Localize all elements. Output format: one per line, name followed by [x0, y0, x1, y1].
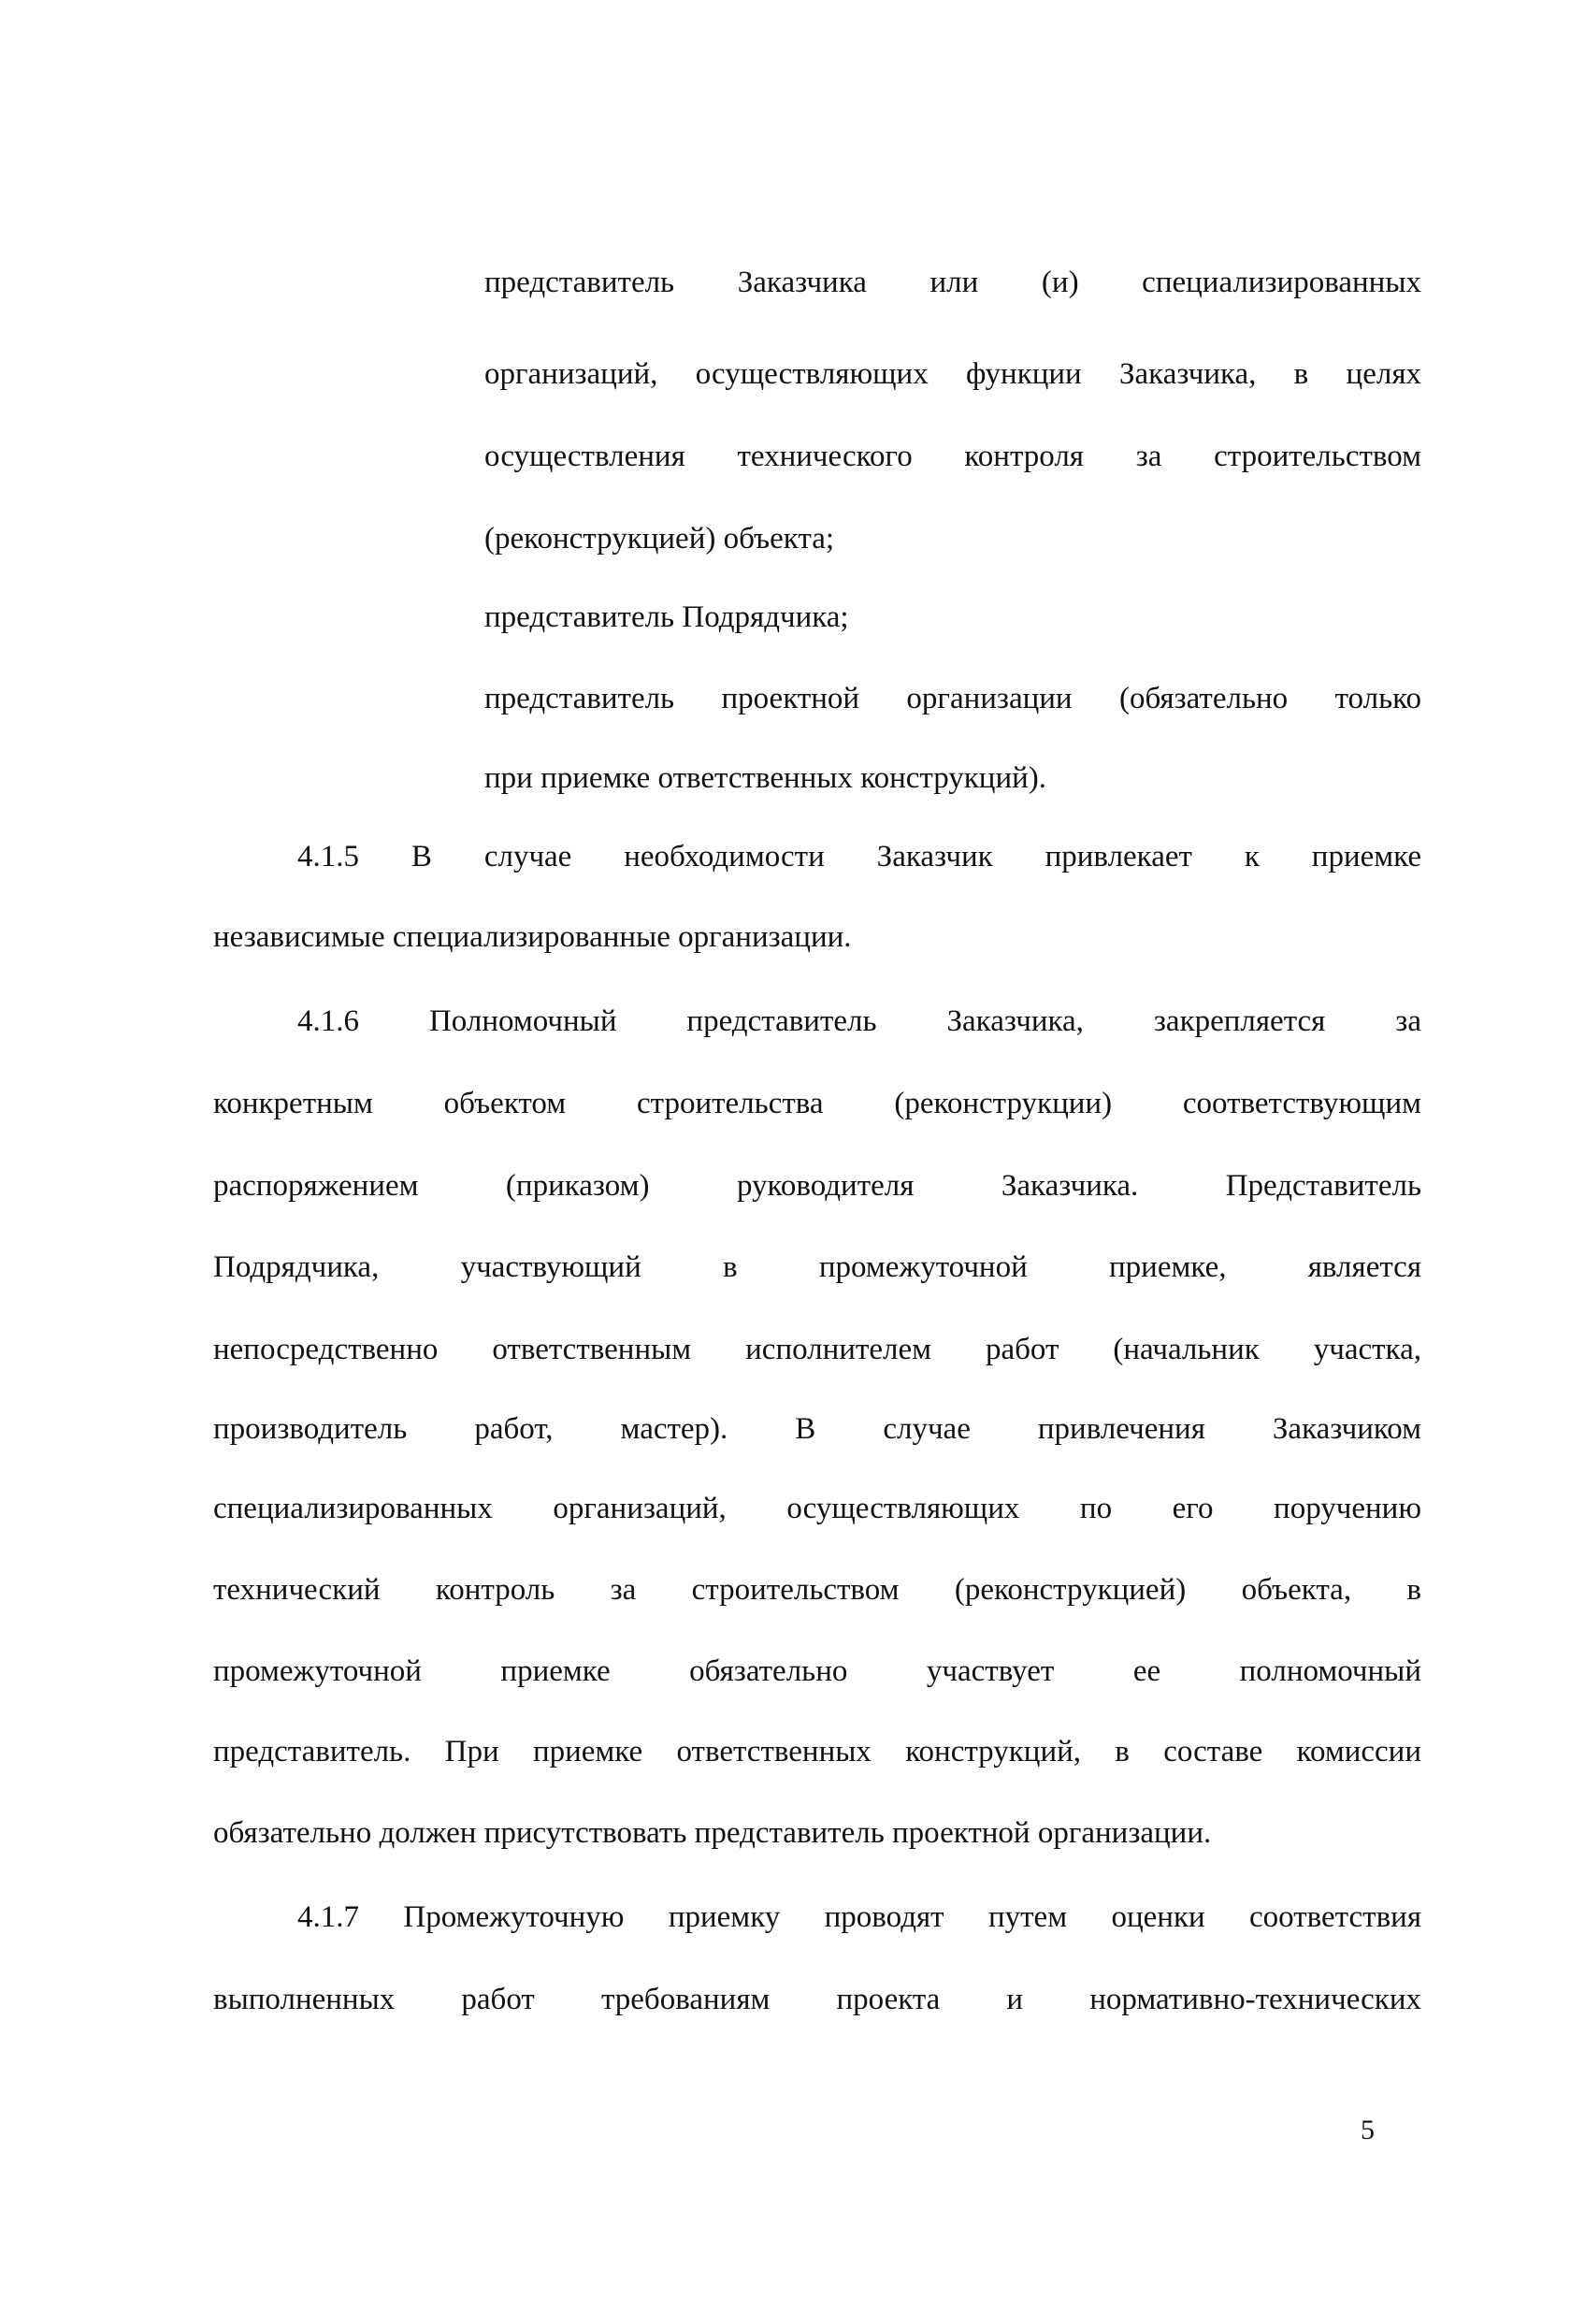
text-line: при приемке ответственных конструкций). — [484, 761, 1047, 795]
paragraph-4-1-5-line: независимые специализированные организации. — [213, 920, 852, 954]
paragraph-4-1-7-line: 4.1.7 Промежуточную приемку проводят путем оценки соответствия — [297, 1900, 1421, 1934]
text-line: (реконструкцией) объекта; — [484, 522, 835, 556]
paragraph-4-1-6-line: распоряжением (приказом) руководителя Заказчика. Представитель — [213, 1169, 1421, 1203]
text-line: осуществления технического контроля за строительством — [484, 440, 1421, 473]
paragraph-4-1-6-line: промежуточной приемке обязательно участвует ее полномочный — [213, 1654, 1421, 1688]
paragraph-4-1-7-line: выполненных работ требованиям проекта и нормативно-технических — [213, 1983, 1421, 2016]
paragraph-4-1-6-line: обязательно должен присутствовать представитель проектной организации. — [213, 1816, 1212, 1850]
text-line: представитель Заказчика или (и) специализированных — [484, 266, 1421, 299]
text-line: организаций, осуществляющих функции Заказчика, в целях — [484, 357, 1421, 391]
paragraph-4-1-6-line: производитель работ, мастер). В случае привлечения Заказчиком — [213, 1412, 1421, 1446]
text-line: представитель проектной организации (обязательно только — [484, 682, 1421, 715]
paragraph-4-1-6-line: специализированных организаций, осуществляющих по его поручению — [213, 1492, 1421, 1525]
paragraph-4-1-6-line: Подрядчика, участвующий в промежуточной приемке, является — [213, 1250, 1421, 1284]
paragraph-4-1-5-line: 4.1.5 В случае необходимости Заказчик привлекает к приемке — [297, 840, 1421, 873]
paragraph-4-1-6-line: технический контроль за строительством (реконструкцией) объекта, в — [213, 1573, 1421, 1607]
paragraph-4-1-6-line: представитель. При приемке ответственных конструкций, в составе комиссии — [213, 1735, 1421, 1768]
paragraph-4-1-6-line: 4.1.6 Полномочный представитель Заказчика, закрепляется за — [297, 1004, 1421, 1038]
text-line: представитель Подрядчика; — [484, 600, 849, 634]
page-number: 5 — [1361, 2115, 1375, 2145]
paragraph-4-1-6-line: конкретным объектом строительства (реконструкции) соответствующим — [213, 1087, 1421, 1120]
paragraph-4-1-6-line: непосредственно ответственным исполнителем работ (начальник участка, — [213, 1333, 1421, 1366]
